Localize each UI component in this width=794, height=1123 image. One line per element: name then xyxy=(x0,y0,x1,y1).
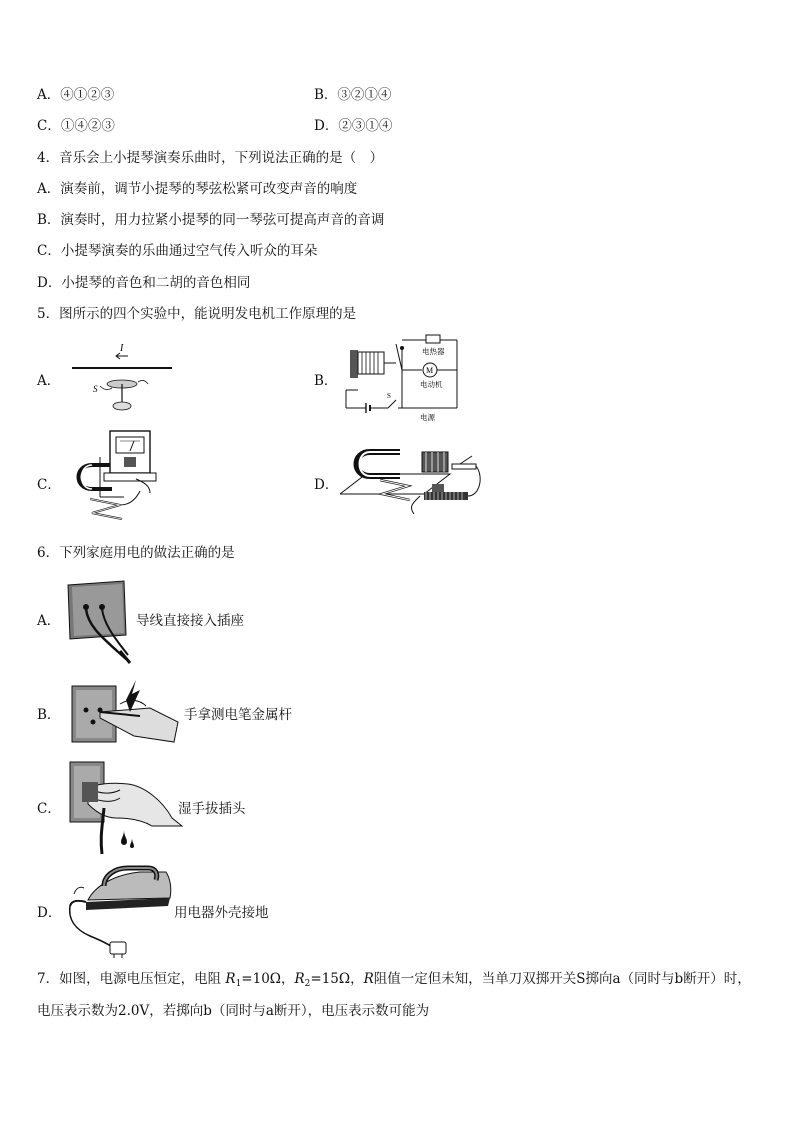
q5-figure-b xyxy=(340,332,465,424)
q6-option-d-caption: 用电器外壳接地 xyxy=(174,905,269,921)
q7-r2: R xyxy=(294,971,305,987)
q4-stem: 4．音乐会上小提琴演奏乐曲时，下列说法正确的是（ ） xyxy=(37,150,384,166)
q3-option-a: A．④①②③ xyxy=(37,87,115,103)
fig-a-current-label: I xyxy=(120,343,124,354)
fig-b-heater-label: 电热器 xyxy=(422,347,445,356)
q6-option-b-caption: 手拿测电笔金属杆 xyxy=(184,707,292,723)
q6-option-c-caption: 湿手拔插头 xyxy=(178,801,246,817)
q5-stem: 5．图所示的四个实验中，能说明发电机工作原理的是 xyxy=(37,306,357,322)
q7-text-3: =15Ω， xyxy=(310,971,364,987)
fig-a-pole-label: S xyxy=(93,384,98,394)
q6-option-b-label: B． xyxy=(37,707,61,723)
q3-option-c: C．①④②③ xyxy=(37,118,115,134)
q7-text-2: =10Ω， xyxy=(241,971,295,987)
q7-r2-sub: 2 xyxy=(304,979,311,989)
q6-figure-b xyxy=(70,676,180,746)
q4-option-a: A．演奏前，调节小提琴的琴弦松紧可改变声音的响度 xyxy=(37,181,358,197)
q7-text-1: 7．如图，电源电压恒定，电阻 xyxy=(37,971,226,987)
q6-option-a-caption: 导线直接接入插座 xyxy=(136,613,244,629)
q7-text-4: 阻值一定但未知，当单刀双掷开关S掷向a（同时与b断开）时， xyxy=(373,971,751,987)
q7-r: R xyxy=(363,971,374,987)
q5-option-d-label: D． xyxy=(314,477,339,493)
fig-b-power-label: 电源 xyxy=(420,413,435,422)
q6-option-c-label: C． xyxy=(37,801,61,817)
q7-r1-sub: 1 xyxy=(235,979,242,989)
q6-figure-c xyxy=(68,760,184,862)
q5-figure-a xyxy=(68,340,178,415)
fig-b-motor-label: 电动机 xyxy=(420,380,443,389)
q7-line-2: 电压表示数为2.0V，若掷向b（同时与a断开），电压表示数可能为 xyxy=(37,1003,430,1019)
q5-figure-c xyxy=(64,427,164,527)
q6-stem: 6．下列家庭用电的做法正确的是 xyxy=(37,545,235,561)
q5-option-c-label: C． xyxy=(37,477,61,493)
q4-option-d: D．小提琴的音色和二胡的音色相同 xyxy=(37,275,251,291)
q5-option-a-label: A． xyxy=(37,373,61,389)
q3-option-b: B．③②①④ xyxy=(314,87,392,103)
q6-figure-d xyxy=(64,862,174,958)
q6-figure-a xyxy=(66,577,136,667)
q5-figure-d xyxy=(340,446,488,518)
q4-option-b: B．演奏时，用力拉紧小提琴的同一琴弦可提高声音的音调 xyxy=(37,212,385,228)
q7-r1: R xyxy=(225,971,236,987)
q6-option-a-label: A． xyxy=(37,613,61,629)
fig-b-switch-label: S xyxy=(387,392,391,400)
q7-line-1 xyxy=(37,967,751,989)
q5-option-b-label: B． xyxy=(314,373,338,389)
q3-option-d: D．②③①④ xyxy=(314,118,393,134)
q4-option-c: C．小提琴演奏的乐曲通过空气传入听众的耳朵 xyxy=(37,243,318,259)
q6-option-d-label: D． xyxy=(37,905,62,921)
fig-b-motor-symbol: M xyxy=(426,366,434,375)
